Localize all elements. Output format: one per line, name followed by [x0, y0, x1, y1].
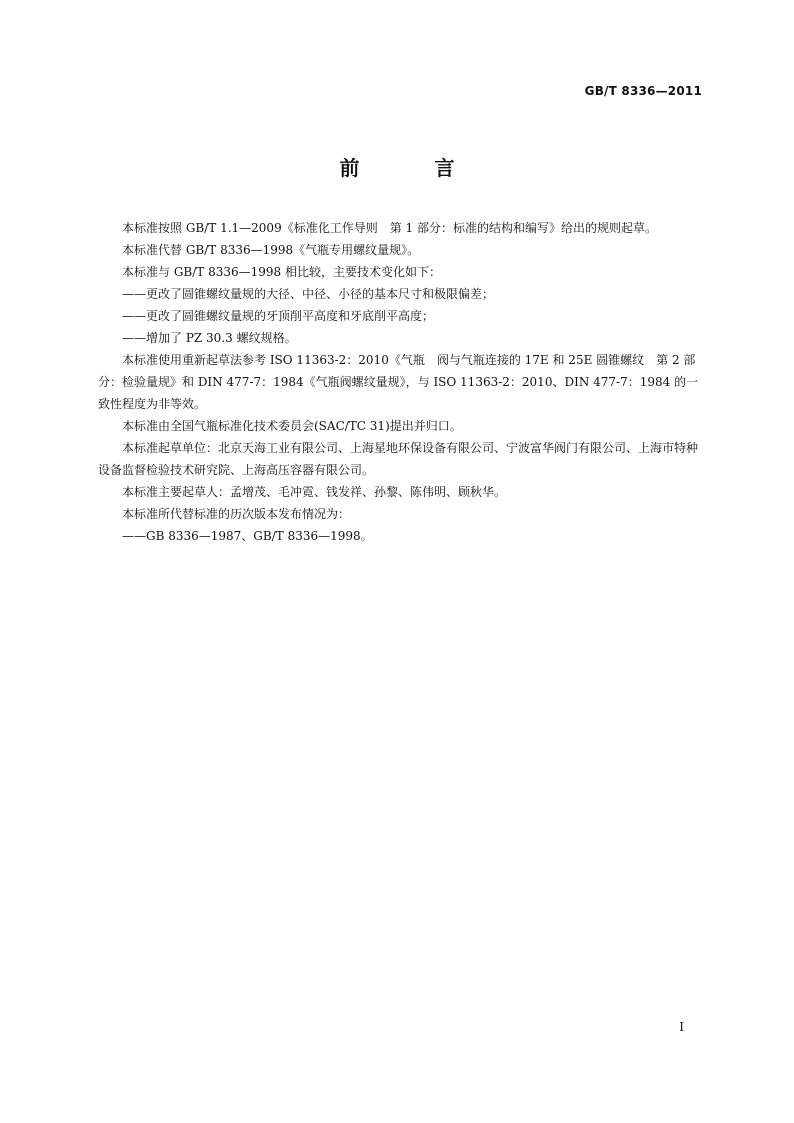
page-number: I	[679, 1020, 684, 1034]
paragraph-changes-intro: 本标准与 GB/T 8336—1998 相比较，主要技术变化如下：	[122, 265, 441, 279]
list-item-change-1: ——更改了圆锥螺纹量规的大径、中径、小径的基本尺寸和极限偏差；	[122, 287, 495, 301]
paragraph-drafting-rules: 本标准按照 GB/T 1.1—2009《标准化工作导则 第 1 部分：标准的结构和编写》给出的规则起草。	[122, 221, 657, 235]
paragraph-history-intro: 本标准所代替标准的历次版本发布情况为：	[122, 507, 351, 521]
list-item-change-2: ——更改了圆锥螺纹量规的牙顶削平高度和牙底削平高度；	[122, 309, 435, 323]
paragraph-drafting-units: 本标准起草单位：北京天海工业有限公司、上海星地环保设备有限公司、宁波富华阀门有限公司、上海市特种设备监督检验技术研究院、上海高压容器有限公司。	[98, 441, 699, 477]
paragraph-proposed-by: 本标准由全国气瓶标准化技术委员会(SAC/TC 31)提出并归口。	[122, 419, 462, 433]
paragraph-references: 本标准使用重新起草法参考 ISO 11363-2：2010《气瓶 阀与气瓶连接的 17E 和 25E 圆锥螺纹 第 2 部分：检验量规》和 DIN 477-7：1984《气瓶阀螺纹量规》，与 ISO 11363-2：2010、DIN 477-7：1984 的一致性程度为非等效。	[98, 353, 699, 411]
paragraph-drafters: 本标准主要起草人：孟增茂、毛冲霓、钱发祥、孙黎、陈伟明、顾秋华。	[122, 485, 507, 499]
list-item-history: ——GB 8336—1987、GB/T 8336—1998。	[122, 529, 373, 543]
page-title: 前 言	[339, 156, 489, 180]
standard-code: GB/T 8336—2011	[584, 84, 702, 98]
list-item-change-3: ——增加了 PZ 30.3 螺纹规格。	[122, 331, 297, 345]
foreword-body	[98, 217, 704, 547]
paragraph-replaces: 本标准代替 GB/T 8336—1998《气瓶专用螺纹量规》。	[122, 243, 420, 257]
